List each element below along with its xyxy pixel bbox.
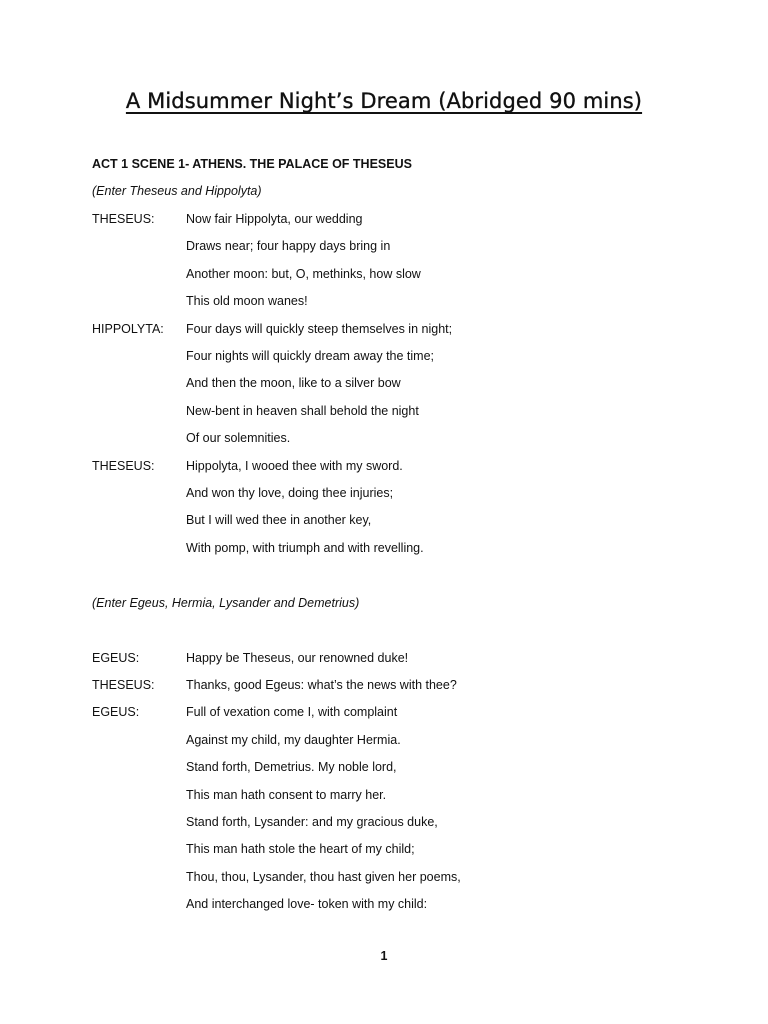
dialogue-line: This man hath stole the heart of my child; (186, 842, 415, 856)
document-title: A Midsummer Night’s Dream (Abridged 90 mins) (125, 89, 643, 113)
dialogue-line: Four days will quickly steep themselves in night; (186, 322, 453, 336)
dialogue-line: With pomp, with triumph and with revelling. (186, 541, 424, 555)
dialogue-line: Four nights will quickly dream away the time; (186, 349, 435, 363)
dialogue-line: And won thy love, doing thee injuries; (186, 486, 394, 500)
dialogue-line: Thou, thou, Lysander, thou hast given her poems, (186, 870, 461, 884)
dialogue-line: Another moon: but, O, methinks, how slow (186, 267, 421, 281)
stage-direction: (Enter Egeus, Hermia, Lysander and Demetrius) (92, 596, 360, 610)
dialogue-line: Hippolyta, I wooed thee with my sword. (186, 459, 403, 473)
dialogue-line: This man hath consent to marry her. (186, 788, 387, 802)
page-number: 1 (380, 949, 388, 963)
dialogue-line: Draws near; four happy days bring in (186, 239, 391, 253)
speaker-name: EGEUS: (92, 705, 140, 719)
speaker-name: HIPPOLYTA: (92, 322, 164, 336)
dialogue-line: Against my child, my daughter Hermia. (186, 733, 401, 747)
speaker-name: EGEUS: (92, 651, 140, 665)
dialogue-line: But I will wed thee in another key, (186, 513, 372, 527)
speaker-name: THESEUS: (92, 212, 155, 226)
dialogue-line: New-bent in heaven shall behold the night (186, 404, 419, 418)
dialogue-line: Full of vexation come I, with complaint (186, 705, 398, 719)
dialogue-line: Stand forth, Demetrius. My noble lord, (186, 760, 397, 774)
dialogue-line: Of our solemnities. (186, 431, 291, 445)
dialogue-line: And then the moon, like to a silver bow (186, 376, 401, 390)
dialogue-line: Now fair Hippolyta, our wedding (186, 212, 363, 226)
dialogue-line: Thanks, good Egeus: what’s the news with thee? (186, 678, 457, 692)
dialogue-line: And interchanged love- token with my child: (186, 897, 428, 911)
speaker-name: THESEUS: (92, 678, 155, 692)
dialogue-line: This old moon wanes! (186, 294, 308, 308)
scene-heading: ACT 1 SCENE 1- ATHENS. THE PALACE OF THESEUS (92, 157, 412, 171)
dialogue-line: Happy be Theseus, our renowned duke! (186, 651, 409, 665)
stage-direction: (Enter Theseus and Hippolyta) (92, 184, 262, 198)
speaker-name: THESEUS: (92, 459, 155, 473)
dialogue-line: Stand forth, Lysander: and my gracious duke, (186, 815, 438, 829)
